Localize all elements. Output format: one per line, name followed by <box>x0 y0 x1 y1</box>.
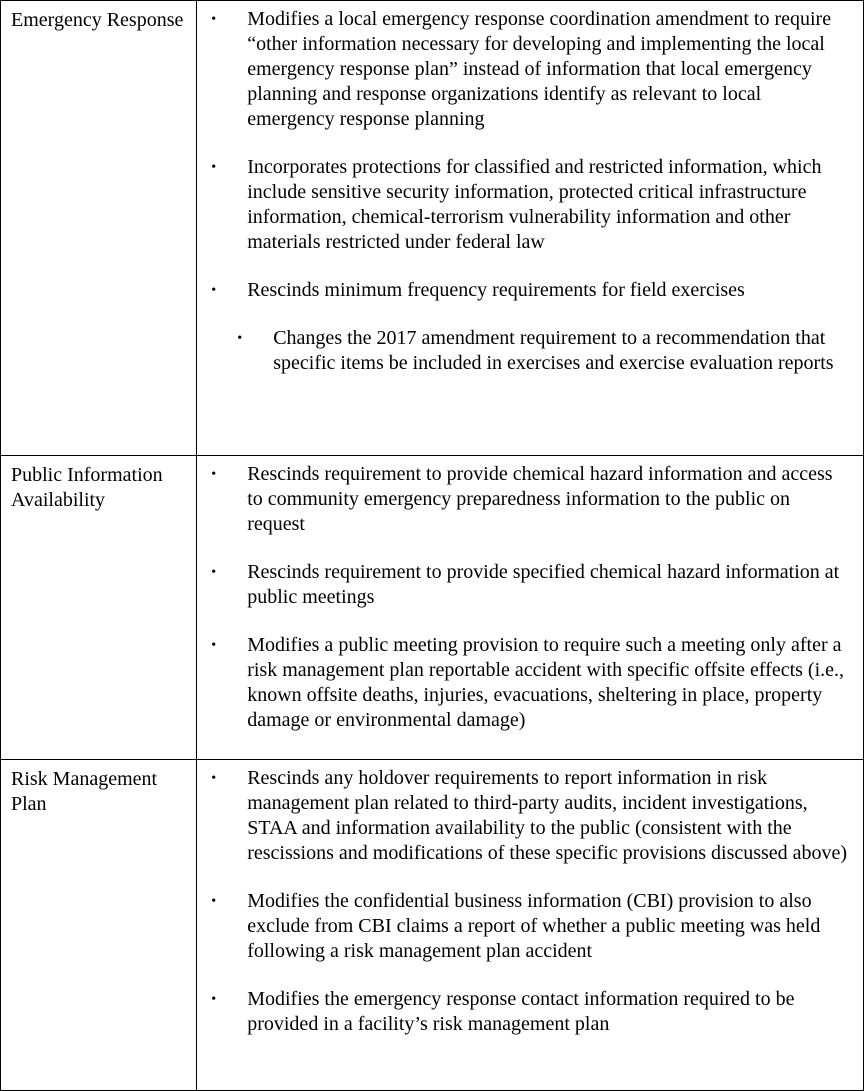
list-item <box>197 560 849 610</box>
bullet-list <box>197 766 849 1037</box>
bullet-icon: • <box>211 992 217 1007</box>
bullet-list <box>197 462 849 733</box>
list-item <box>197 633 849 733</box>
list-item-text: Rescinds requirement to provide chemical hazard information and access to community emergency preparedness information to the public on request <box>247 463 833 535</box>
bullet-icon: • <box>211 467 217 482</box>
bullet-icon: • <box>211 771 217 786</box>
bullet-icon: • <box>211 283 217 298</box>
table-row <box>1 456 864 760</box>
list-item <box>197 462 849 537</box>
row-topic: Risk Management Plan <box>1 760 197 1091</box>
bullet-icon: • <box>211 160 217 175</box>
list-item <box>197 155 849 255</box>
list-item-text: Modifies a public meeting provision to require such a meeting only after a risk management plan reportable accident with specific offsite effects (i.e., known offsite deaths, injuries, evacuations, sheltering in place, property damage or environmental damage) <box>247 634 845 731</box>
list-item-text: Modifies the emergency response contact information required to be provided in a facility’s risk management plan <box>247 988 795 1035</box>
row-items <box>197 1 864 456</box>
list-item-text: Rescinds minimum frequency requirements for field exercises <box>247 279 745 301</box>
list-item-text: Modifies the confidential business information (CBI) provision to also exclude from CBI claims a report of whether a public meeting was held following a risk management plan accident <box>247 890 821 962</box>
list-item <box>197 889 849 964</box>
row-items <box>197 760 864 1091</box>
list-item-text: Incorporates protections for classified and restricted information, which include sensitive security information, protected critical infrastructure information, chemical-terrorism vulnerability information and other materials restricted under federal law <box>247 156 822 253</box>
bullet-icon: • <box>211 894 217 909</box>
bullet-icon: • <box>211 565 217 580</box>
list-item-text: Changes the 2017 amendment requirement to a recommendation that specific items be included in exercises and exercise evaluation reports <box>273 327 834 374</box>
list-item <box>197 278 849 303</box>
list-item <box>197 987 849 1037</box>
bullet-icon: • <box>211 12 217 27</box>
list-item-text: Rescinds any holdover requirements to report information in risk management plan related to third-party audits, incident investigations, STAA and information availability to the public (consistent with the rescissions and modifications of these specific provisions discussed above) <box>247 767 848 864</box>
list-item-text: Rescinds requirement to provide specified chemical hazard information at public meetings <box>247 561 840 608</box>
list-item <box>197 7 849 132</box>
list-item <box>197 766 849 866</box>
sub-list-item <box>197 326 849 376</box>
row-topic: Public Information Availability <box>1 456 197 760</box>
list-item-text: Modifies a local emergency response coordination amendment to require “other information necessary for developing and implementing the local emergency response plan” instead of information that local emergency planning and response organizations identify as relevant to local emergency response planning <box>247 8 832 130</box>
row-items <box>197 456 864 760</box>
bullet-icon: • <box>237 331 243 346</box>
bullet-icon: • <box>211 638 217 653</box>
bullet-list <box>197 7 849 376</box>
table-row <box>1 760 864 1091</box>
row-topic: Emergency Response <box>1 1 197 456</box>
table-row <box>1 1 864 456</box>
